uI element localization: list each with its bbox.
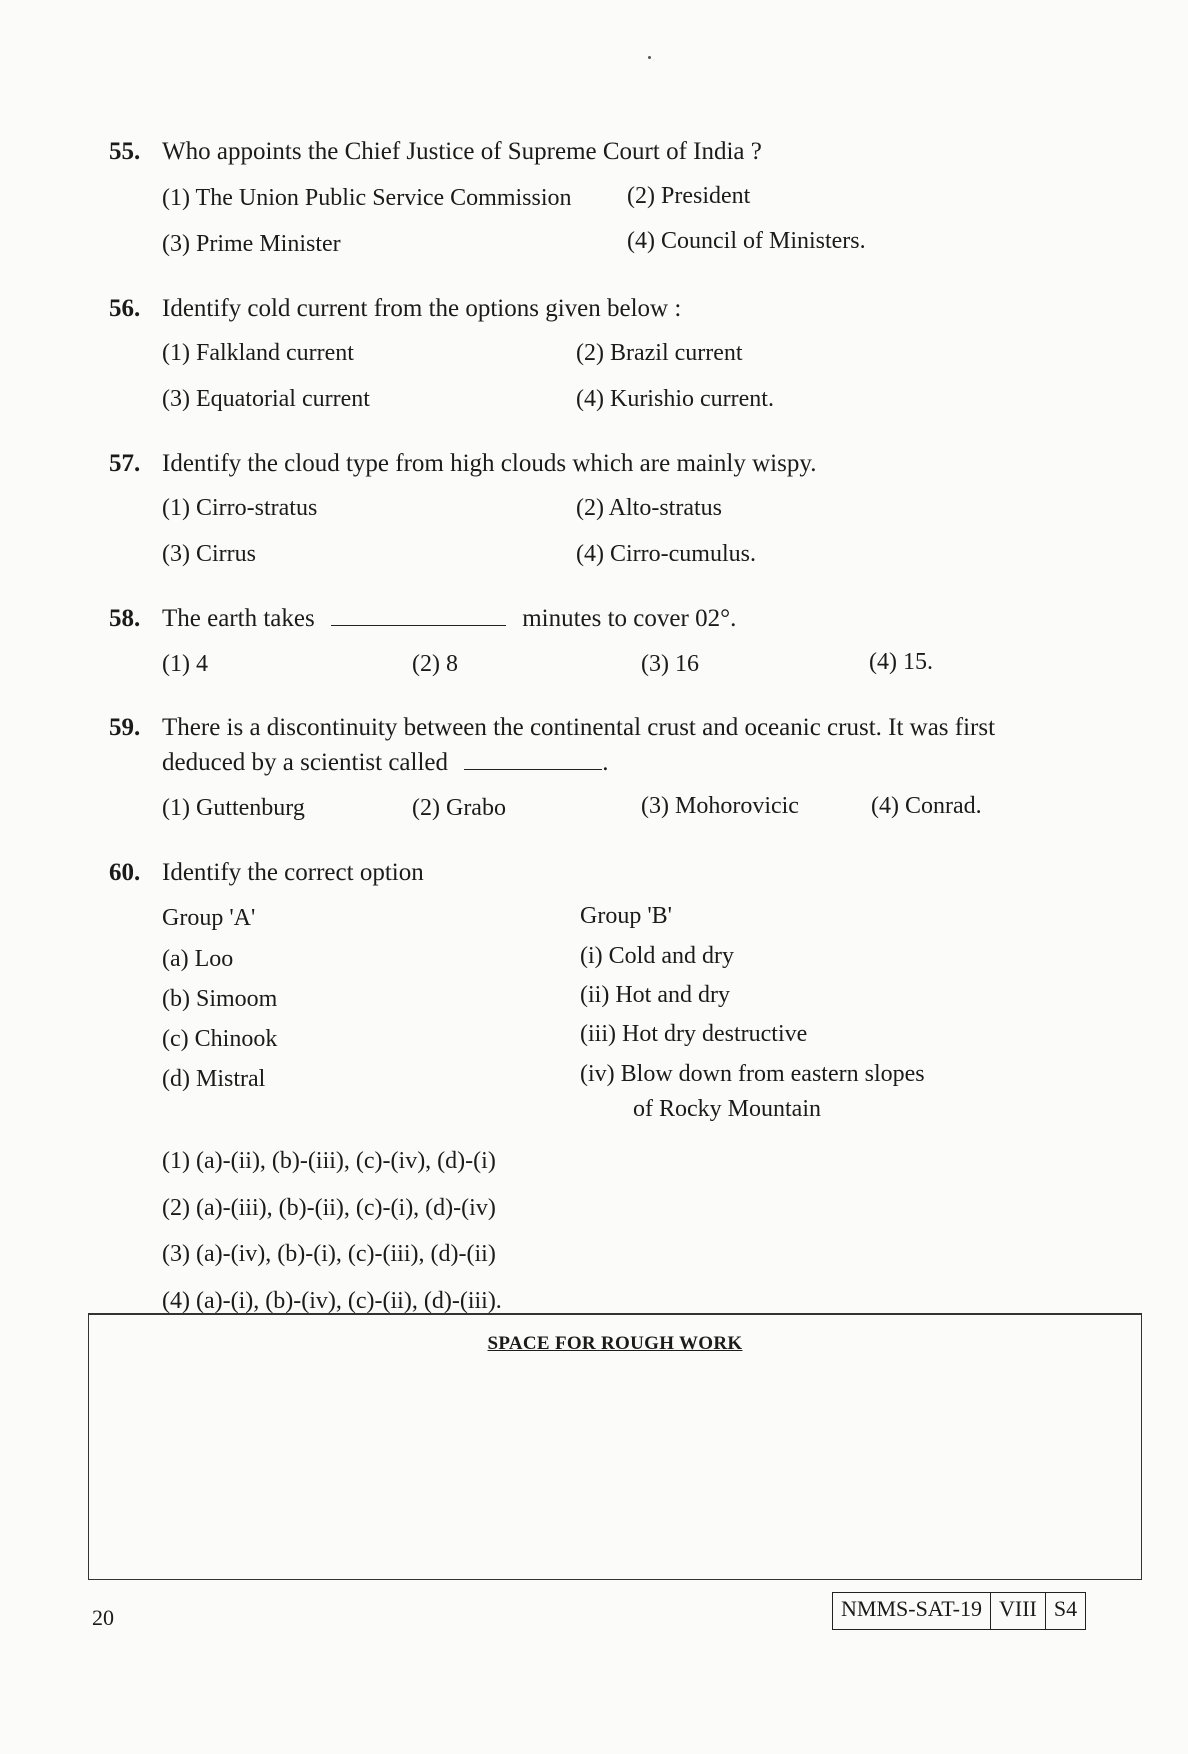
q59-option-4[interactable]: (4) Conrad. [871,793,982,819]
q55-number: 55. [109,138,141,165]
q58-option-3[interactable]: (3) 16 [641,651,699,677]
q59-number: 59. [109,714,141,741]
q56-option-4[interactable]: (4) Kurishio current. [576,386,774,412]
group-a-item: (a) Loo [162,946,234,972]
page-number: 20 [92,1605,114,1630]
class-code: VIII [991,1593,1046,1629]
q57-option-2[interactable]: (2) Alto-stratus [576,495,722,521]
paper-code-box [832,1592,1086,1630]
q57-number: 57. [109,450,141,477]
q58-option-2[interactable]: (2) 8 [412,651,458,677]
q59-option-3[interactable]: (3) Mohorovicic [641,793,799,819]
set-code: S4 [1053,1596,1078,1621]
q59-period: . [602,749,609,776]
group-b-item: (iii) Hot dry destructive [580,1021,808,1047]
q55-option-2[interactable]: (2) President [627,183,751,209]
q55-option-3[interactable]: (3) Prime Minister [162,231,341,257]
q60-option-1[interactable]: (1) (a)-(ii), (b)-(iii), (c)-(iv), (d)-(i) [162,1148,496,1174]
q57-option-3[interactable]: (3) Cirrus [162,541,256,567]
q59-option-1[interactable]: (1) Guttenburg [162,795,305,821]
q58-text-after: minutes to cover 02°. [522,605,737,632]
group-b-item-continuation: of Rocky Mountain [633,1096,821,1122]
q55-text: Who appoints the Chief Justice of Supreme Court of India ? [162,138,762,165]
q59-text: deduced by a scientist called [162,749,448,776]
group-b-item: (iv) Blow down from eastern slopes [580,1061,925,1087]
q58-text-before: The earth takes [162,605,315,632]
q56-text: Identify cold current from the options given below : [162,295,682,322]
q56-number: 56. [109,295,141,322]
q55-option-1[interactable]: (1) The Union Public Service Commission [162,185,572,211]
q57-option-4[interactable]: (4) Cirro-cumulus. [576,541,756,567]
q60-number: 60. [109,859,141,886]
q58-option-1[interactable]: (1) 4 [162,651,208,677]
q56-option-2[interactable]: (2) Brazil current [576,340,743,366]
q59-line1: There is a discontinuity between the continental crust and oceanic crust. It was first [162,714,996,741]
group-b-item: (i) Cold and dry [580,943,734,969]
group-a-item: (b) Simoom [162,986,278,1012]
q57-text: Identify the cloud type from high clouds which are mainly wispy. [162,450,817,477]
q58-blank[interactable] [331,625,506,626]
q58-text [162,605,736,633]
q59-option-2[interactable]: (2) Grabo [412,795,506,821]
group-a-title: Group 'A' [162,905,256,931]
group-b-title: Group 'B' [580,903,672,929]
q58-number: 58. [109,605,141,632]
paper-code: NMMS-SAT-19 [833,1593,991,1629]
group-a-item: (d) Mistral [162,1066,266,1092]
q60-option-2[interactable]: (2) (a)-(iii), (b)-(ii), (c)-(i), (d)-(iv) [162,1195,496,1221]
q59-line2 [162,749,609,777]
stray-mark [648,56,651,59]
q55-option-4[interactable]: (4) Council of Ministers. [627,228,866,254]
q60-text: Identify the correct option [162,859,424,886]
group-a-item: (c) Chinook [162,1026,278,1052]
rough-work-label: SPACE FOR ROUGH WORK [487,1333,743,1354]
q56-option-3[interactable]: (3) Equatorial current [162,386,370,412]
q56-option-1[interactable]: (1) Falkland current [162,340,354,366]
q60-option-3[interactable]: (3) (a)-(iv), (b)-(i), (c)-(iii), (d)-(ii) [162,1241,496,1267]
q58-option-4[interactable]: (4) 15. [869,649,933,675]
group-b-item: (ii) Hot and dry [580,982,730,1008]
q59-blank[interactable] [464,769,602,770]
q60-option-4[interactable]: (4) (a)-(i), (b)-(iv), (c)-(ii), (d)-(iii). [162,1288,502,1314]
q57-option-1[interactable]: (1) Cirro-stratus [162,495,318,521]
rough-work-area[interactable] [88,1313,1142,1580]
